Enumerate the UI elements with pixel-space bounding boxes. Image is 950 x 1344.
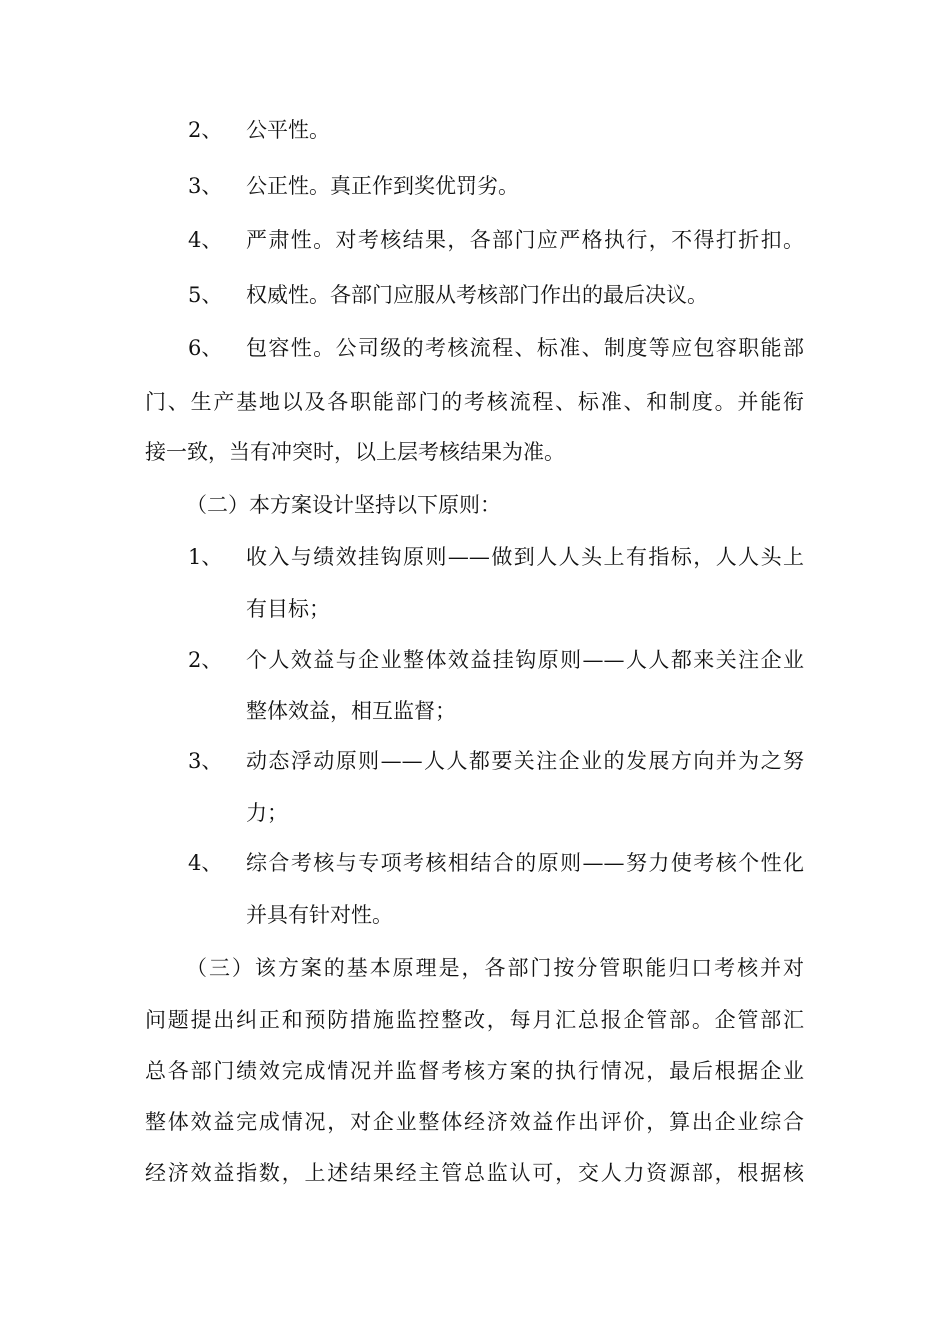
item-text: 力； [246,801,288,825]
item-text: 个人效益与企业整体效益挂钩原则——人人都来关注企业 [246,648,804,672]
item-text: 动态浮动原则——人人都要关注企业的发展方向并为之努 [246,749,804,773]
item-number: 5、 [188,283,223,307]
item-text: 包容性。公司级的考核流程、标准、制度等应包容职能部 [246,336,804,360]
item-number: 2、 [188,118,223,142]
paragraph-line: 门、生产基地以及各职能部门的考核流程、标准、和制度。并能衔 [145,390,804,414]
item-number: 6、 [188,336,223,360]
item-text: 公平性。 [246,118,330,142]
item-number: 1、 [188,545,223,569]
item-text: 并具有针对性。 [246,903,393,927]
item-number: 4、 [188,851,223,875]
item-number: 3、 [188,174,223,198]
paragraph-line: 接一致，当有冲突时，以上层考核结果为准。 [145,440,565,464]
item-number: 4、 [188,228,223,252]
item-text: 权威性。各部门应服从考核部门作出的最后决议。 [246,283,708,307]
paragraph-line: 整体效益完成情况，对企业整体经济效益作出评价，算出企业综合 [145,1110,804,1134]
paragraph-line: 经济效益指数，上述结果经主管总监认可，交人力资源部，根据核 [145,1161,804,1185]
item-text: 有目标； [246,597,330,621]
item-text: 公正性。真正作到奖优罚劣。 [246,174,519,198]
paragraph-line: 总各部门绩效完成情况并监督考核方案的执行情况，最后根据企业 [145,1059,804,1083]
item-number: 2、 [188,648,223,672]
item-number: 3、 [188,749,223,773]
item-text: 综合考核与专项考核相结合的原则——努力使考核个性化 [246,851,804,875]
paragraph-line: （三）该方案的基本原理是，各部门按分管职能归口考核并对 [186,956,804,980]
item-text: 整体效益，相互监督； [246,699,456,723]
section-heading: （二）本方案设计坚持以下原则： [186,493,501,517]
item-text: 严肃性。对考核结果，各部门应严格执行，不得打折扣。 [246,228,804,252]
paragraph-line: 问题提出纠正和预防措施监控整改，每月汇总报企管部。企管部汇 [145,1008,804,1032]
item-text: 收入与绩效挂钩原则——做到人人头上有指标，人人头上 [246,545,804,569]
